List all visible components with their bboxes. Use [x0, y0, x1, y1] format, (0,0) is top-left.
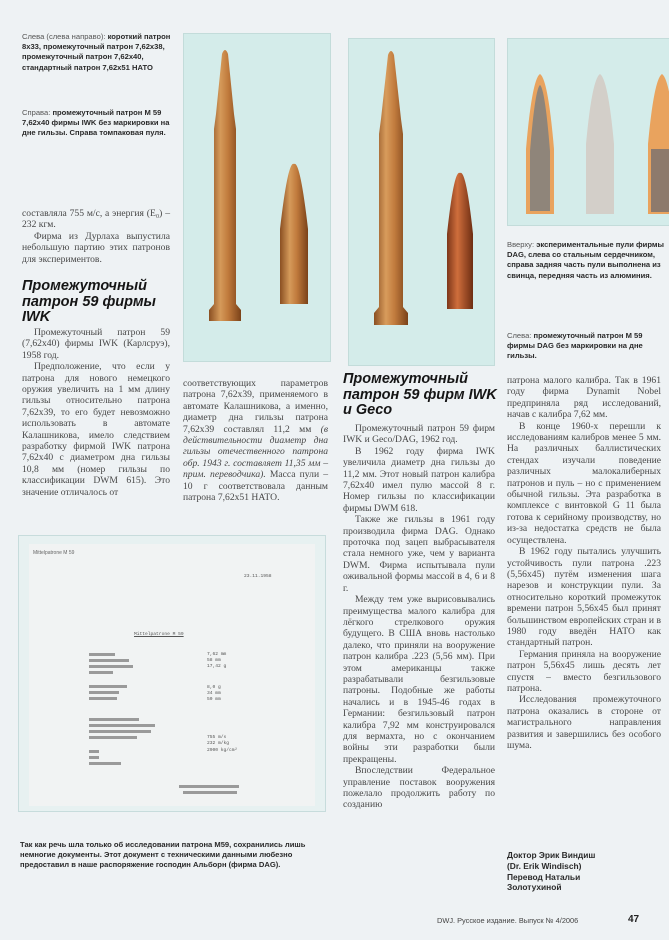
paragraph: Фирма из Дурлаха выпустила небольшую партию этих патронов для экспериментов.: [22, 230, 170, 265]
photo-cartridge-geco: [348, 38, 495, 366]
translator-line: Перевод Натальи: [507, 871, 581, 882]
document-stamp-lines: [179, 784, 249, 796]
author-latin: (Dr. Erik Windisch): [507, 860, 582, 871]
caption-lead: Слева (слева направо):: [22, 32, 106, 41]
bullet-section-shape: [586, 74, 614, 214]
document-title: Mittelpatrone M 59: [134, 632, 184, 637]
document-value: 34 mm: [207, 690, 221, 696]
document-value: 50 mm: [207, 697, 221, 703]
paragraph: Между тем уже вырисовывались преимущества малого калибра для лёгкого стрелкового оружия будущего. В США вновь настолько далеко, что приняли на вооружение патрон калибра .223 (5,56 мм). При этом американцы также разрабатывали безгильзовые патроны. Подобные же работы начались и в 1945-46 годах в Германии: безгильзовый патрон калибра 7,92 мм конструировался для вермахта, но с окончанием войны эти разработки были прекращены.: [343, 594, 495, 765]
cartridge-image: [184, 34, 330, 361]
bullets-image: [508, 39, 669, 225]
bullet-shape: [280, 164, 308, 304]
section-heading-iwk-geco: Промежуточный патрон 59 фирм IWK и Geco: [343, 371, 497, 418]
column-1-body: [22, 327, 170, 498]
caption-top-right: [507, 240, 667, 281]
caption-text: промежуточный патрон М 59 7,62x40 фирмы IWK без маркировки на дне гильзы. Справа томпаковая пуля.: [22, 108, 170, 138]
cartridge-shape: [209, 50, 241, 321]
column-4-body: [507, 375, 661, 751]
caption-top-left: [22, 32, 172, 73]
paragraph: В 1962 году фирма IWK увеличила диаметр дна гильзы до 11,2 мм. Этот новый патрон калибра 7,62x40 имел пулю массой 8 г. Номер гильзы по классификации фирмы DWM 618.: [343, 445, 495, 514]
caption-text: короткий патрон 8x33, промежуточный патрон 7,62x38, промежуточный патрон 7,62x40, стандартный патрон 7,62x51 НАТО: [22, 32, 171, 72]
paragraph: Исследования промежуточного патрона оказались в стороне от магистрального направления развития и завершились без особого шума.: [507, 694, 661, 751]
paragraph: В 1962 году пытались улучшить устойчивость пули патрона .223 (5,56x45) путём изменения шага нарезов и конструкции пули. За относительно короткий промежуток времени патрон 5,56x45 был принят большинством европейских стран и в 1980 году введён НАТО как стандартный патрон.: [507, 546, 661, 649]
caption-document: Так как речь шла только об исследовании патрона М59, сохранились лишь немногие документы. Этот документ с техническими данными любезно предоставил в наше распоряжение господин Альборн (фирма DAG).: [20, 840, 306, 870]
page-number: 47: [628, 914, 640, 925]
scanned-document: [29, 544, 315, 806]
caption-right-of-photo: [22, 108, 172, 139]
photo-experimental-bullets: [507, 38, 669, 226]
caption-lead: Слева:: [507, 331, 532, 340]
footer-journal: DWJ. Русское издание. Выпуск № 4/2006: [437, 916, 579, 925]
document-value: 8,0 g: [207, 684, 221, 690]
caption-lead: Справа:: [22, 108, 51, 117]
document-value: 2900 kg/cm²: [207, 747, 238, 753]
caption-text: экспериментальные пули фирмы DAG, слева со стальным сердечником, справа задняя часть пули выполнена из свинца, передняя часть из алюминия.: [507, 240, 664, 280]
document-value: 7,62 mm: [207, 652, 227, 657]
translator-note: (в действительности диаметр дна гильзы отечественного патрона обр. 1943 г. составляет 11,35 мм – прим. переводчика).: [183, 423, 328, 481]
paragraph: В конце 1960-х перешли к исследованиям калибров менее 5 мм. На различных баллистических стендах изучали поведение различных малокалиберных патронов и пуль – но с применением обычной гильзы. Эта разработка в комплексе с винтовкой G 11 была готова к серийному производству, но из-за недостатка средств не была осуществлена.: [507, 420, 661, 546]
paragraph-end: Масса пули – 10 г соответствовала данным патрона 7,62x51 НАТО.: [183, 469, 328, 504]
paragraph-plain: соответствующих параметров патрона 7,62x39, применяемого в автомате Калашникова, а именно, диаметр дна гильзы патрона 7,62x39 составлял 11,2 мм: [183, 378, 328, 435]
signature: [507, 850, 667, 893]
photo-cartridge-iwk: [183, 33, 331, 362]
author-name: Доктор Эрик Виндиш: [507, 850, 596, 860]
caption-text: промежуточный патрон М 59 фирмы DAG без маркировки на дне гильзы.: [507, 331, 643, 361]
paragraph: [183, 378, 328, 503]
paragraph: составляла 755 м/с, а энергия (E₀) – 232 кгм.: [22, 208, 170, 231]
caption-lead: Вверху:: [507, 240, 535, 249]
paragraph: Германия приняла на вооружение патрон 5,56x45 лишь десять лет спустя – вместо безгильзового патрона.: [507, 648, 661, 694]
column-3-body: [343, 423, 495, 811]
paragraph: Промежуточный патрон 59 (7,62x40) фирмы IWK (Карлсруэ), 1958 год.: [22, 327, 170, 361]
bullet-shape: [447, 173, 473, 309]
column-2-body: [183, 378, 328, 503]
document-date: 23.11.1958: [244, 574, 272, 579]
paragraph: Впоследствии Федеральное управление поставок вооружения пожелало продолжить работу по созданию: [343, 765, 495, 811]
paragraph: Также же гильзы в 1961 году производила фирма DAG. Однако проточка под зацеп выбрасывателя стала немного уже, чем у варианта DWM. Фирма испытывала пули оживальной формы массой в 4, 6 и 8 г.: [343, 514, 495, 594]
paragraph: Промежуточный патрон 59 фирм IWK и Geco/DAG, 1962 год.: [343, 423, 495, 446]
section-heading-iwk: Промежуточный патрон 59 фирмы IWK: [22, 278, 156, 325]
paragraph: патрона малого калибра. Так в 1961 году фирма Dynamit Nobel предприняла ряд исследований, начав с калибра 7,62 мм.: [507, 375, 661, 421]
translator-line: Золотухиной: [507, 882, 562, 893]
column-1-top: [22, 208, 170, 265]
document-value: 17,42 g: [207, 664, 227, 670]
lead-core-shape: [651, 149, 669, 212]
document-values: [207, 652, 237, 754]
paragraph: Предположение, что если у патрона для нового немецкого оружия увеличить на 1 мм длину гильзы относительно патрона 7,62x39, то его будет невозможно использовать в автомате Калашникова, имело следствием разработку фирмой IWK патрона 7,62x40 с диаметром дна гильзы 10,8 мм (номер гильзы по классификации DWM 615). Это значение отличалось от: [22, 361, 170, 498]
document-value: 58 mm: [207, 658, 221, 664]
document-header: Mittelpatrone M 59: [33, 550, 75, 556]
document-label-lines: [89, 652, 159, 802]
document-value: 232 m/kg: [207, 741, 230, 747]
document-value: 755 m/s: [207, 735, 227, 741]
scanned-document-frame: [18, 535, 326, 812]
caption-left-of-photo: [507, 331, 667, 362]
cartridge-shape: [374, 51, 408, 325]
cartridge-image: [349, 39, 494, 365]
